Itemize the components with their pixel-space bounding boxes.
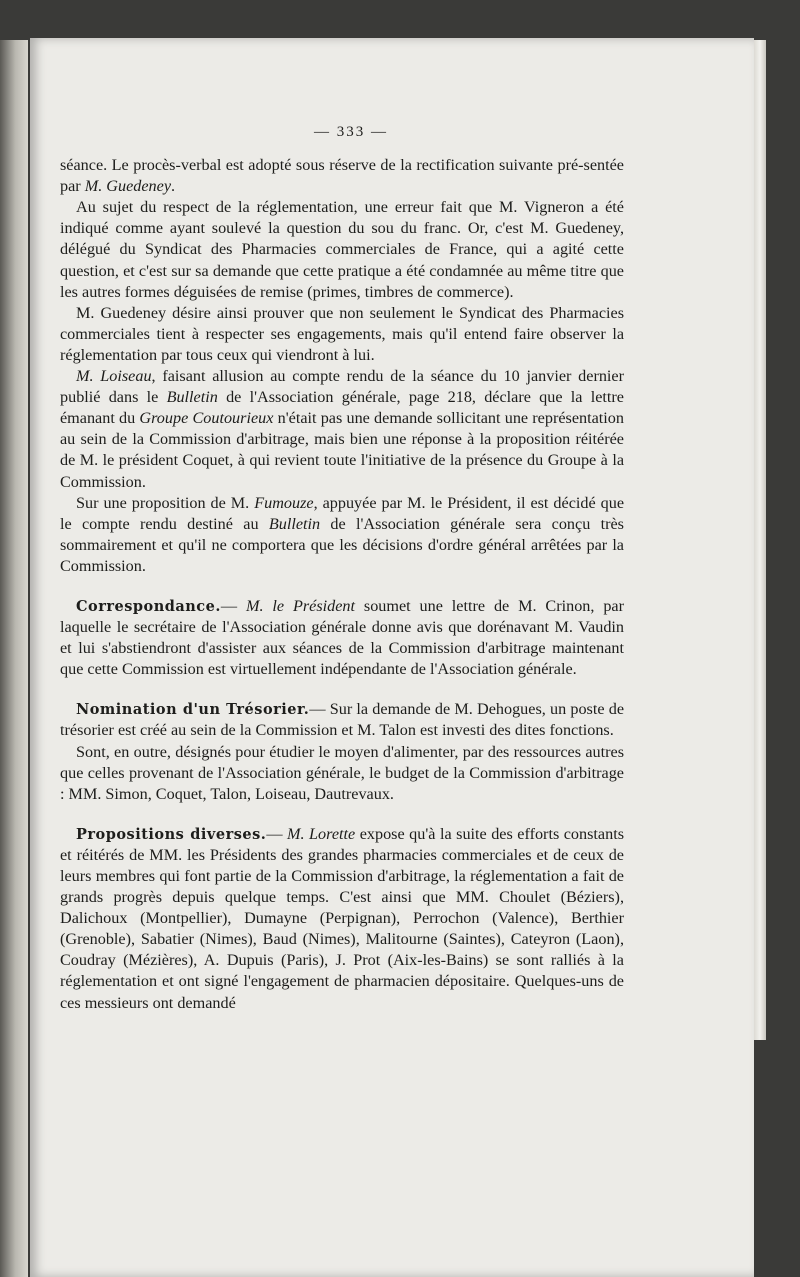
- page-fold-edge: [754, 40, 766, 1040]
- paragraph-2: Au sujet du respect de la réglementation, une erreur fait que M. Vigneron a été indiqué comme ayant soulevé la question du sou du franc. Or, c'est M. Guedeney, délégué du Syndicat des Pharmacies commerciales de France, qui a agité cette question, et c'est sur sa demande que cette pratique a été condamnée au même titre que les autres formes déguisées de remise (primes, timbres de commerce).: [60, 198, 624, 301]
- page-number: — 333 —: [314, 124, 388, 140]
- page-content: [60, 122, 624, 1014]
- section-heading: Propositions diverses.: [76, 825, 267, 843]
- adjacent-page-edge: [0, 40, 28, 1277]
- paragraph-3: M. Guedeney désire ainsi prouver que non seulement le Syndicat des Pharmacies commerciales tient à respecter ses engagements, mais qu'il entend faire observer la réglementation par tous ceux qui viendront à lui.: [60, 303, 624, 364]
- section-correspondance: Correspondance.— M. le Président soumet une lettre de M. Crinon, par laquelle le secrétaire de l'Association générale donne avis que dorénavant M. Vaudin et lui s'abstiendront d'assister aux séances de la Commission d'arbitrage maintenant que cette Commission est virtuellement indépendante de l'Association générale.: [60, 596, 624, 679]
- section-heading: Correspondance.: [76, 597, 221, 615]
- section-tresorier: Nomination d'un Trésorier.— Sur la demande de M. Dehogues, un poste de trésorier est créé au sein de la Commission et M. Talon est investi des dites fonctions.: [60, 700, 625, 740]
- section-heading: Nomination d'un Trésorier.: [76, 701, 310, 719]
- paragraph-1: séance. Le procès-verbal est adopté sous réserve de la rectification suivante pré-sentée par M. Guedeney.: [60, 156, 624, 196]
- paragraph-tresorier-2: Sont, en outre, désignés pour étudier le moyen d'alimenter, par des ressources autres que celles provenant de l'Association générale, le budget de la Commission d'arbitrage : MM. Simon, Coquet, Talon, Loiseau, Dautrevaux.: [60, 742, 624, 803]
- paragraph-5: Sur une proposition de M. Fumouze, appuyée par M. le Président, il est décidé que le compte rendu destiné au Bulletin de l'Association générale sera conçu très sommairement et qu'il ne comportera que les décisions d'ordre général arrêtées par la Commission.: [60, 493, 624, 575]
- section-propositions: Propositions diverses.— M. Lorette expose qu'à la suite des efforts constants et réitérés de MM. les Présidents des grandes pharmacies commerciales et de ceux de leurs membres qui font partie de la Commission d'arbitrage, la réglementation a fait de grands progrès depuis quelque temps. C'est ainsi que MM. Choulet (Béziers), Dalichoux (Montpellier), Dumayne (Perpignan), Perrochon (Valence), Berthier (Grenoble), Sabatier (Nimes), Baud (Nimes), Malitourne (Saintes), Cateyron (Laon), Coudray (Mézières), A. Dupuis (Paris), J. Prot (Aix-les-Bains) se sont ralliés à la réglementation et ont signé l'engagement de pharmacien dépositaire. Quelques-uns de ces messieurs ont demandé: [60, 824, 624, 1012]
- paragraph-4: M. Loiseau, faisant allusion au compte rendu de la séance du 10 janvier dernier publié dans le Bulletin de l'Association générale, page 218, déclare que la lettre émanant du Groupe Coutourieux n'était pas une demande sollicitant une représentation au sein de la Commission d'arbitrage, mais bien une réponse à la proposition réitérée de M. le président Coquet, à qui revient toute l'initiative de la présence du Groupe à la Commission.: [60, 367, 624, 491]
